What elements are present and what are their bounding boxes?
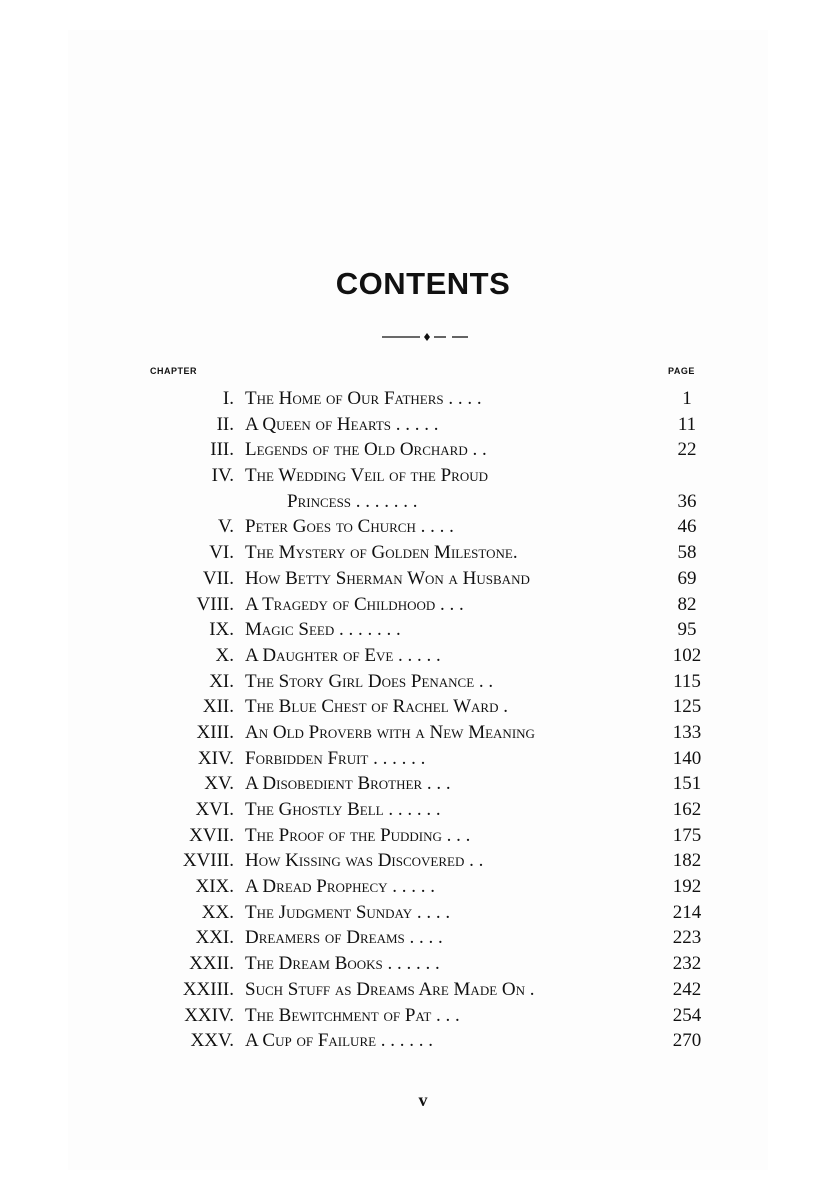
toc-entry [0, 386, 840, 412]
chapter-numeral: I. [222, 388, 234, 409]
chapter-title-line: Magic Seed . . . . . . . [245, 619, 401, 641]
toc-entry [0, 771, 840, 797]
chapter-numeral: XVI. [195, 799, 234, 821]
page-number: 125 [672, 696, 702, 718]
chapter-numeral: XXV. [190, 1030, 234, 1052]
page-number: 175 [672, 824, 702, 846]
toc-entry [0, 514, 840, 540]
page-folio: v [418, 1090, 428, 1110]
chapter-numeral: XXI. [195, 927, 234, 949]
page-number: 95 [677, 619, 697, 641]
chapter-numeral: XVIII. [182, 850, 234, 872]
page-number: 223 [672, 927, 702, 949]
page-number: 182 [672, 850, 702, 872]
chapter-title-line: The Wedding Veil of the Proud [245, 465, 488, 487]
chapter-numeral: IX. [209, 619, 234, 641]
chapter-numeral: XXII. [189, 953, 234, 975]
chapter-title-line: Legends of the Old Orchard . . [245, 439, 487, 461]
chapter-numeral: XXIII. [182, 978, 234, 1000]
chapter-numeral: XV. [204, 773, 234, 795]
chapter-numeral: VIII. [196, 593, 234, 615]
chapter-title [245, 386, 655, 412]
toc-entry [0, 1003, 840, 1029]
chapter-numeral: VII. [202, 567, 234, 589]
chapter-title [245, 540, 655, 566]
page-number: 69 [677, 567, 697, 589]
toc-entry [0, 566, 840, 592]
chapter-title [245, 669, 655, 695]
page-number: 1 [682, 388, 692, 409]
page-number: 11 [677, 413, 697, 435]
chapter-title-line: Such Stuff as Dreams Are Made On . [245, 978, 535, 1000]
chapter-title [245, 925, 655, 951]
chapter-title [245, 1028, 655, 1054]
chapter-title [245, 746, 655, 772]
chapter-numeral: XIX. [195, 876, 234, 898]
chapter-title [245, 1003, 655, 1029]
chapter-title-line: An Old Proverb with a New Meaning [245, 721, 535, 743]
chapter-numeral: XI. [209, 670, 234, 692]
page-number: 162 [672, 799, 702, 821]
page-number: 254 [672, 1004, 702, 1026]
chapter-title-line: A Dread Prophecy . . . . . [245, 876, 436, 898]
chapter-title [245, 900, 655, 926]
chapter-title [245, 566, 655, 592]
toc-entry [0, 823, 840, 849]
chapter-numeral: V. [217, 516, 234, 538]
chapter-numeral: IV. [211, 465, 234, 487]
page-number: 270 [672, 1030, 702, 1052]
chapter-title [245, 823, 655, 849]
chapter-title-line: A Tragedy of Childhood . . . [245, 593, 464, 615]
page-number: 115 [673, 670, 701, 692]
chapter-numeral: VI. [209, 542, 234, 564]
toc-entry [0, 412, 840, 438]
chapter-numeral: XII. [202, 696, 234, 718]
chapter-title [245, 514, 655, 540]
chapter-title-line: A Daughter of Eve . . . . . [245, 644, 441, 666]
page-number: 133 [672, 721, 702, 743]
chapter-title-line: How Betty Sherman Won a Husband [245, 567, 530, 589]
chapter-title-line: Forbidden Fruit . . . . . . [245, 747, 426, 769]
page-number: 192 [672, 876, 702, 898]
page-number: 151 [672, 773, 702, 795]
chapter-title [245, 437, 655, 463]
page-number: 214 [672, 901, 702, 923]
chapter-title [245, 848, 655, 874]
page-number: 22 [677, 439, 697, 461]
page-number: 36 [677, 490, 697, 512]
chapter-title [245, 951, 655, 977]
page-number: 102 [672, 644, 702, 666]
toc-entry [0, 797, 840, 823]
chapter-title-line: A Disobedient Brother . . . [245, 773, 451, 795]
toc-entry [0, 540, 840, 566]
chapter-title [245, 643, 655, 669]
chapter-column-header: CHAPTER [150, 366, 198, 376]
chapter-title-line: The Home of Our Fathers . . . . [245, 388, 482, 409]
chapter-title [245, 412, 655, 438]
chapter-title-line: The Ghostly Bell . . . . . . [245, 799, 441, 821]
chapter-title-line: A Queen of Hearts . . . . . [245, 413, 439, 435]
chapter-title-line: The Story Girl Does Penance . . [245, 670, 494, 692]
chapter-title-line: Dreamers of Dreams . . . . [245, 927, 443, 949]
page-number: 140 [672, 747, 702, 769]
toc-entry [0, 977, 840, 1003]
chapter-title-line: Peter Goes to Church . . . . [245, 516, 454, 538]
chapter-numeral: II. [216, 413, 234, 435]
chapter-title-line: The Judgment Sunday . . . . [245, 901, 451, 923]
page-number: 232 [672, 953, 702, 975]
chapter-title [245, 617, 655, 643]
chapter-title [245, 694, 655, 720]
chapter-numeral: XIII. [196, 721, 234, 743]
chapter-title-line: How Kissing was Discovered . . [245, 850, 484, 872]
chapter-title-line: The Mystery of Golden Milestone. [245, 542, 518, 564]
chapter-numeral: XX. [201, 901, 234, 923]
chapter-title-line: The Bewitchment of Pat . . . [245, 1004, 460, 1026]
chapter-numeral: X. [215, 644, 234, 666]
toc-entry [0, 643, 840, 669]
toc-entry [0, 669, 840, 695]
toc-entry [0, 848, 840, 874]
page-number: 242 [672, 978, 702, 1000]
toc-entry [0, 874, 840, 900]
chapter-title [245, 977, 655, 1003]
toc-entry [0, 694, 840, 720]
chapter-title-line: A Cup of Failure . . . . . . [245, 1030, 434, 1052]
table-of-contents [0, 386, 840, 1054]
chapter-numeral: XXIV. [184, 1004, 234, 1026]
toc-entry [0, 746, 840, 772]
toc-entry [0, 463, 840, 514]
toc-entry [0, 592, 840, 618]
page-number: 82 [677, 593, 697, 615]
toc-entry [0, 1028, 840, 1054]
chapter-numeral: XVII. [189, 824, 234, 846]
chapter-title [245, 874, 655, 900]
page-column-header: PAGE [668, 366, 695, 376]
chapter-title [245, 771, 655, 797]
toc-entry [0, 951, 840, 977]
page-title: CONTENTS [335, 266, 511, 301]
chapter-title [245, 463, 655, 514]
toc-entry [0, 925, 840, 951]
toc-entry [0, 437, 840, 463]
chapter-title-line: The Blue Chest of Rachel Ward . [245, 696, 508, 718]
chapter-title [245, 720, 655, 746]
chapter-title [245, 797, 655, 823]
chapter-title [245, 592, 655, 618]
chapter-numeral: XIV. [197, 747, 234, 769]
ornament-divider-icon [380, 331, 470, 343]
chapter-title-line: The Proof of the Pudding . . . [245, 824, 471, 846]
chapter-title-line: The Dream Books . . . . . . [245, 953, 440, 975]
chapter-numeral: III. [210, 439, 234, 461]
toc-entry [0, 900, 840, 926]
toc-entry [0, 720, 840, 746]
page-number: 58 [677, 542, 697, 564]
chapter-title-continuation: Princess . . . . . . . [287, 490, 418, 512]
page-number: 46 [677, 516, 697, 538]
toc-entry [0, 617, 840, 643]
